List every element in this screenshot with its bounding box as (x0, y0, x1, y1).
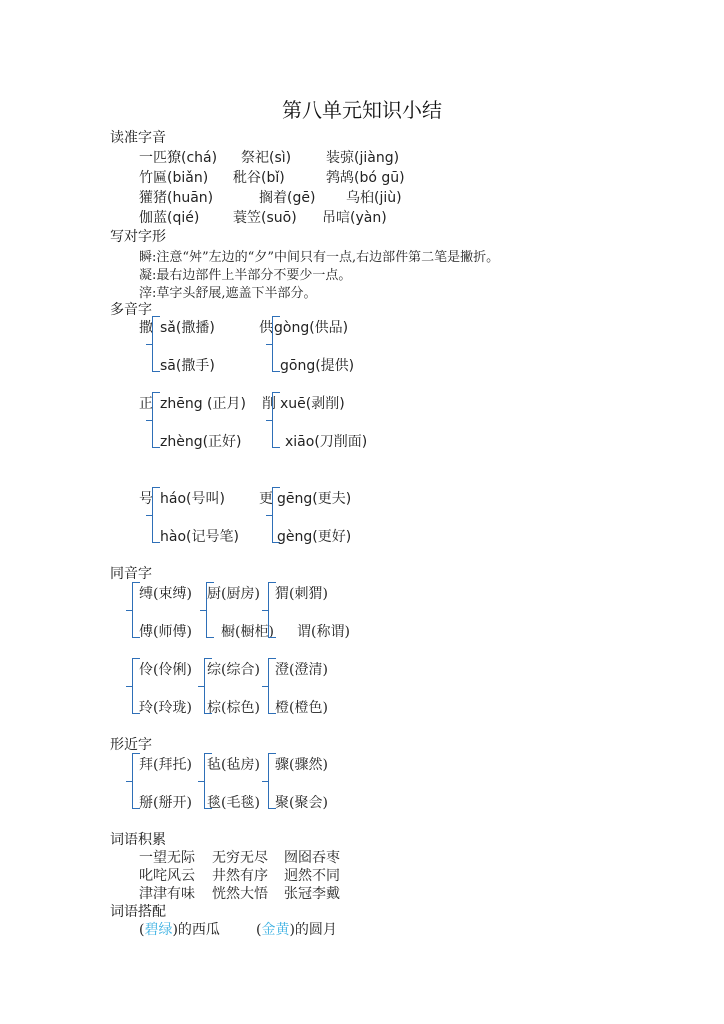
polyphone-char: 更 (259, 491, 273, 507)
similar-item: 掰(掰开) (139, 795, 192, 811)
polyphone-reading: zhèng(正好) (160, 434, 242, 450)
polyphone-char: 号 (139, 491, 153, 507)
pron-item: 装弶(jiàng) (326, 150, 400, 166)
section-heading-writing: 写对字形 (110, 229, 166, 245)
page-title: 第八单元知识小结 (282, 98, 442, 122)
pron-item: 搁着(gē) (259, 190, 316, 206)
polyphone-char: 撒 (139, 320, 153, 336)
polyphone-reading: xuē(剥削) (280, 396, 345, 412)
pron-item: 祭祀(sì) (241, 150, 292, 166)
polyphone-reading: gòng(供品) (274, 320, 349, 336)
pron-item: 乌桕(jiù) (346, 190, 402, 206)
section-heading-similar: 形近字 (110, 737, 152, 753)
polyphone-char: 供 (259, 320, 273, 336)
similar-item: 毯(毛毯) (207, 795, 260, 811)
collocation-rest: )的圆月 (289, 922, 337, 938)
vocab-word: 津津有味 (139, 886, 195, 902)
homophone-item: 棕(棕色) (207, 700, 260, 716)
pron-item: 鹁鸪(bó gū) (326, 170, 405, 186)
writing-rule: 滓:草字头舒展,遮盖下半部分。 (139, 286, 317, 301)
polyphone-reading: háo(号叫) (160, 491, 225, 507)
vocab-word: 一望无际 (139, 850, 195, 866)
polyphone-char: 削 (262, 396, 276, 412)
vocab-word: 叱咤风云 (139, 868, 195, 884)
writing-rule: 凝:最右边部件上半部分不要少一点。 (139, 268, 352, 283)
collocation-open: ( (139, 922, 145, 938)
homophone-item: 橱(橱柜) (221, 624, 274, 640)
pron-item: 秕谷(bǐ) (233, 170, 285, 186)
similar-item: 拜(拜托) (139, 757, 192, 773)
section-heading-homophones: 同音字 (110, 566, 152, 582)
collocation-item (256, 919, 337, 939)
homophone-item: 谓(称谓) (297, 624, 350, 640)
collocation-word: 碧绿 (144, 922, 173, 938)
vocab-word: 恍然大悟 (212, 886, 268, 902)
homophone-item: 橙(橙色) (275, 700, 328, 716)
vocab-word: 无穷无尽 (212, 850, 268, 866)
vocab-word: 迥然不同 (284, 868, 340, 884)
group-bracket (272, 392, 280, 448)
writing-rule: 瞬:注意“舛”左边的“夕”中间只有一点,右边部件第二笔是撇折。 (139, 250, 500, 265)
similar-item: 聚(聚会) (275, 795, 328, 811)
vocab-word: 囫囵吞枣 (284, 850, 340, 866)
section-heading-pronunciation: 读准字音 (110, 130, 166, 146)
polyphone-char: 正 (139, 396, 153, 412)
polyphone-reading: sā(撒手) (160, 358, 215, 374)
homophone-item: 综(综合) (207, 662, 260, 678)
polyphone-reading: hào(记号笔) (160, 529, 239, 545)
homophone-item: 玲(玲珑) (139, 700, 192, 716)
homophone-item: 傅(师傅) (139, 624, 192, 640)
similar-item: 骤(骤然) (275, 757, 328, 773)
section-heading-polyphones: 多音字 (110, 302, 152, 318)
pron-item: 一匹獠(chá) (139, 150, 218, 166)
pron-item: 獾猪(huān) (139, 190, 214, 206)
pron-item: 蓑笠(suō) (233, 210, 297, 226)
similar-item: 毡(毡房) (207, 757, 260, 773)
group-bracket (152, 316, 160, 372)
homophone-item: 厨(厨房) (207, 586, 260, 602)
polyphone-reading: gōng(提供) (280, 358, 355, 374)
polyphone-reading: gèng(更好) (277, 529, 352, 545)
collocation-item (139, 919, 220, 939)
polyphone-reading: sǎ(撒播) (160, 320, 215, 336)
homophone-item: 伶(伶俐) (139, 662, 192, 678)
section-heading-collocation: 词语搭配 (110, 904, 166, 920)
polyphone-reading: gēng(更夫) (277, 491, 352, 507)
polyphone-reading: zhēng (正月) (160, 396, 246, 412)
vocab-word: 张冠李戴 (284, 886, 340, 902)
polyphone-reading: xiāo(刀削面) (285, 434, 368, 450)
collocation-word: 金黄 (261, 922, 290, 938)
vocab-word: 井然有序 (212, 868, 268, 884)
homophone-item: 缚(束缚) (139, 586, 192, 602)
section-heading-vocab: 词语积累 (110, 832, 166, 848)
pron-item: 竹匾(biǎn) (139, 170, 209, 186)
group-bracket (152, 487, 160, 543)
group-bracket (152, 392, 160, 448)
homophone-item: 猬(刺猬) (275, 586, 328, 602)
collocation-rest: )的西瓜 (172, 922, 220, 938)
homophone-item: 澄(澄清) (275, 662, 328, 678)
pron-item: 伽蓝(qié) (139, 210, 200, 226)
collocation-open: ( (256, 922, 262, 938)
pron-item: 吊唁(yàn) (322, 210, 387, 226)
